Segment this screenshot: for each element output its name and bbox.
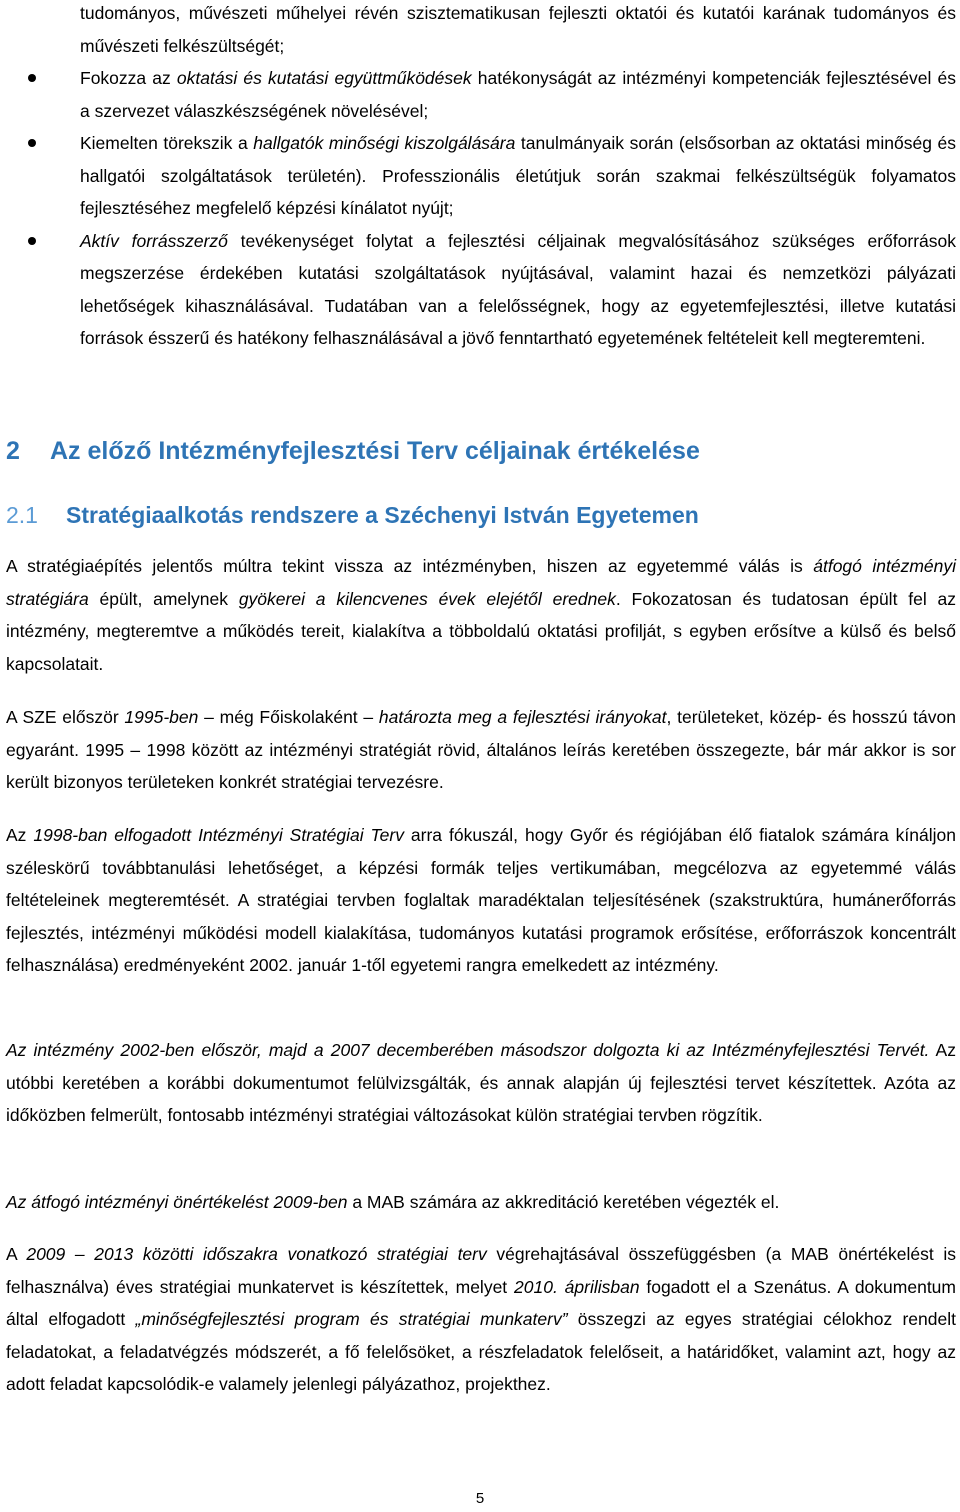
- bullet-dot-icon: [28, 74, 36, 82]
- text-run: Az: [6, 825, 34, 845]
- text-run: . Fokozatosan és tudatosan épült fel az intézmény, megteremtve a működés tereit, kialakítva a többoldalú oktatási profilját, s egyben erősítve a külső és belső kapcsolatait.: [6, 588, 957, 674]
- emphasized-text: 2010. áprilisban: [514, 1276, 640, 1297]
- bullet-item: [0, 0, 956, 62]
- emphasized-text: 1995-ben: [124, 707, 199, 727]
- goal-bullet-list: [0, 0, 956, 355]
- bullet-item: [0, 127, 956, 225]
- text-run: A stratégiaépítés jelentős múltra tekint vissza az intézményben, hiszen az egyetemmé válás is: [6, 556, 814, 576]
- text-run: – még Főiskolaként –: [198, 707, 379, 727]
- emphasized-text: átfogó intézményi stratégiára: [6, 556, 957, 609]
- text-run: összegzi az egyes stratégiai célokhoz rendelt feladatokat, a feladatvégzés módszerét, a fő felelősöket, a részfeladatok felelőseit, a határidőket, valamint azt, hogy az adott feladat kapcsolódik-e valamely jelenlegi pályázathoz, projekthez.: [6, 1309, 956, 1394]
- text-run: Az utóbbi keretében a korábbi dokumentumot felülvizsgálták, és annak alapján új fejlesztési tervet készítettek. Azóta az időközben felmerült, fontosabb intézményi stratégiai változásokat külön stratégiai tervben rögzítik.: [6, 1040, 956, 1125]
- bullet-item-text: [80, 231, 956, 349]
- paragraph: [6, 819, 956, 982]
- bullet-item-text: [80, 133, 956, 218]
- text-run: tanulmányaik során (elsősorban az oktatási minőség és hallgatói szolgáltatások területén). Professzionális életútjuk során szakmai felkészültségük folyamatos fejlesztéséhez megfelelő képzési kínálatot nyújt;: [80, 133, 956, 218]
- text-run: A SZE először: [6, 707, 125, 727]
- text-run: arra fókuszál, hogy Győr és régiójában élő fiatalok számára kínáljon széleskörű továbbtanulási lehetőséget, a képzési formák teljes vertikumában, megcélozva az egyetemmé válás feltételeinek megteremtését. A stratégiai tervben foglaltak maradéktalan teljesítésének (szakstruktúra, humánerőforrás fejlesztés, intézményi működési modell kialakítása, tudományos kutatási programok erősítése, erőforrászok koncentrált felhasználása) eredményeként 2002. január 1-től egyetemi rangra emelkedett az intézmény.: [6, 825, 956, 975]
- text-run: a MAB számára az akkreditáció keretében végezték el.: [347, 1192, 780, 1212]
- subsection-number: 2.1: [6, 502, 38, 528]
- text-run: , területeket, közép- és hosszú távon egyaránt. 1995 – 1998 között az intézményi stratégiát rövid, általános leírás keretében összegezte, bár már akkor is sor került bizonyos területeken konkrét stratégiai tervezésre.: [6, 707, 956, 792]
- text-run: Kiemelten törekszik a: [80, 133, 254, 153]
- text-run: Fokozza az: [80, 68, 177, 88]
- bullet-dot-icon: [28, 237, 36, 245]
- bullet-item-text: [80, 3, 956, 56]
- text-run: épült, amelynek: [88, 588, 239, 609]
- paragraph: [6, 1186, 956, 1219]
- section-number: 2: [6, 437, 20, 465]
- emphasized-text: határozta meg a fejlesztési irányokat: [378, 707, 667, 727]
- text-run: végrehajtásával összefüggésben (a MAB önértékelést is felhasználva) éves stratégiai munkatervet is készítettek, melyet: [6, 1244, 956, 1297]
- section-heading: [6, 437, 700, 466]
- text-run: tevékenységet folytat a fejlesztési céljainak megvalósításához szükséges erőforrások megszerzése érdekében kutatási szolgáltatások nyújtásával, valamint hazai és nemzetközi pályázati lehetőségek kihasználásával. Tudatában van a felelősségnek, hogy az egyetemfejlesztési, illetve kutatási források ésszerű és hatékony felhasználásával a jövő fenntartható egyetemének feltételeit kell megteremteni.: [80, 230, 956, 348]
- page-number: 5: [475, 1490, 485, 1507]
- text-run: tudományos, művészeti műhelyei révén szisztematikusan fejleszti oktatói és kutatói karának tudományos és művészeti felkészültségét;: [80, 3, 956, 56]
- paragraph: [6, 701, 956, 799]
- paragraph: [6, 1034, 956, 1132]
- text-run: hatékonyságát az intézményi kompetenciák fejlesztésével és a szervezet válaszkészségének növelésével;: [80, 68, 956, 121]
- text-run: A: [6, 1244, 27, 1264]
- emphasized-text: Az intézmény 2002-ben először, majd a 2007 decemberében másodszor dolgozta ki az Intézményfejlesztési Tervét.: [6, 1040, 930, 1060]
- emphasized-text: gyökerei a kilencvenes évek elejétől erednek: [238, 588, 616, 609]
- emphasized-text: hallgatók minőségi kiszolgálására: [253, 133, 516, 153]
- subsection-heading: [6, 502, 699, 529]
- subsection-title: Stratégiaalkotás rendszere a Széchenyi István Egyetemen: [66, 502, 699, 528]
- emphasized-text: oktatási és kutatási együttműködések: [176, 68, 472, 88]
- emphasized-text: 1998-ban elfogadott Intézményi Stratégiai Terv: [33, 825, 404, 845]
- emphasized-text: Aktív forrásszerző: [80, 230, 228, 251]
- bullet-item: [0, 62, 956, 127]
- bullet-dot-icon: [28, 139, 36, 147]
- section-title: Az előző Intézményfejlesztési Terv céljainak értékelése: [50, 437, 700, 465]
- paragraph: [6, 1238, 956, 1401]
- bullet-item: [0, 225, 956, 355]
- bullet-item-text: [80, 68, 956, 121]
- paragraph: [6, 550, 956, 680]
- emphasized-text: 2009 – 2013 közötti időszakra vonatkozó stratégiai terv: [26, 1244, 487, 1264]
- text-run: fogadott el a Szenátus. A dokumentum által elfogadott: [6, 1276, 956, 1329]
- emphasized-text: „minőségfejlesztési program és stratégiai munkaterv”: [135, 1309, 568, 1329]
- emphasized-text: Az átfogó intézményi önértékelést 2009-ben: [6, 1192, 348, 1212]
